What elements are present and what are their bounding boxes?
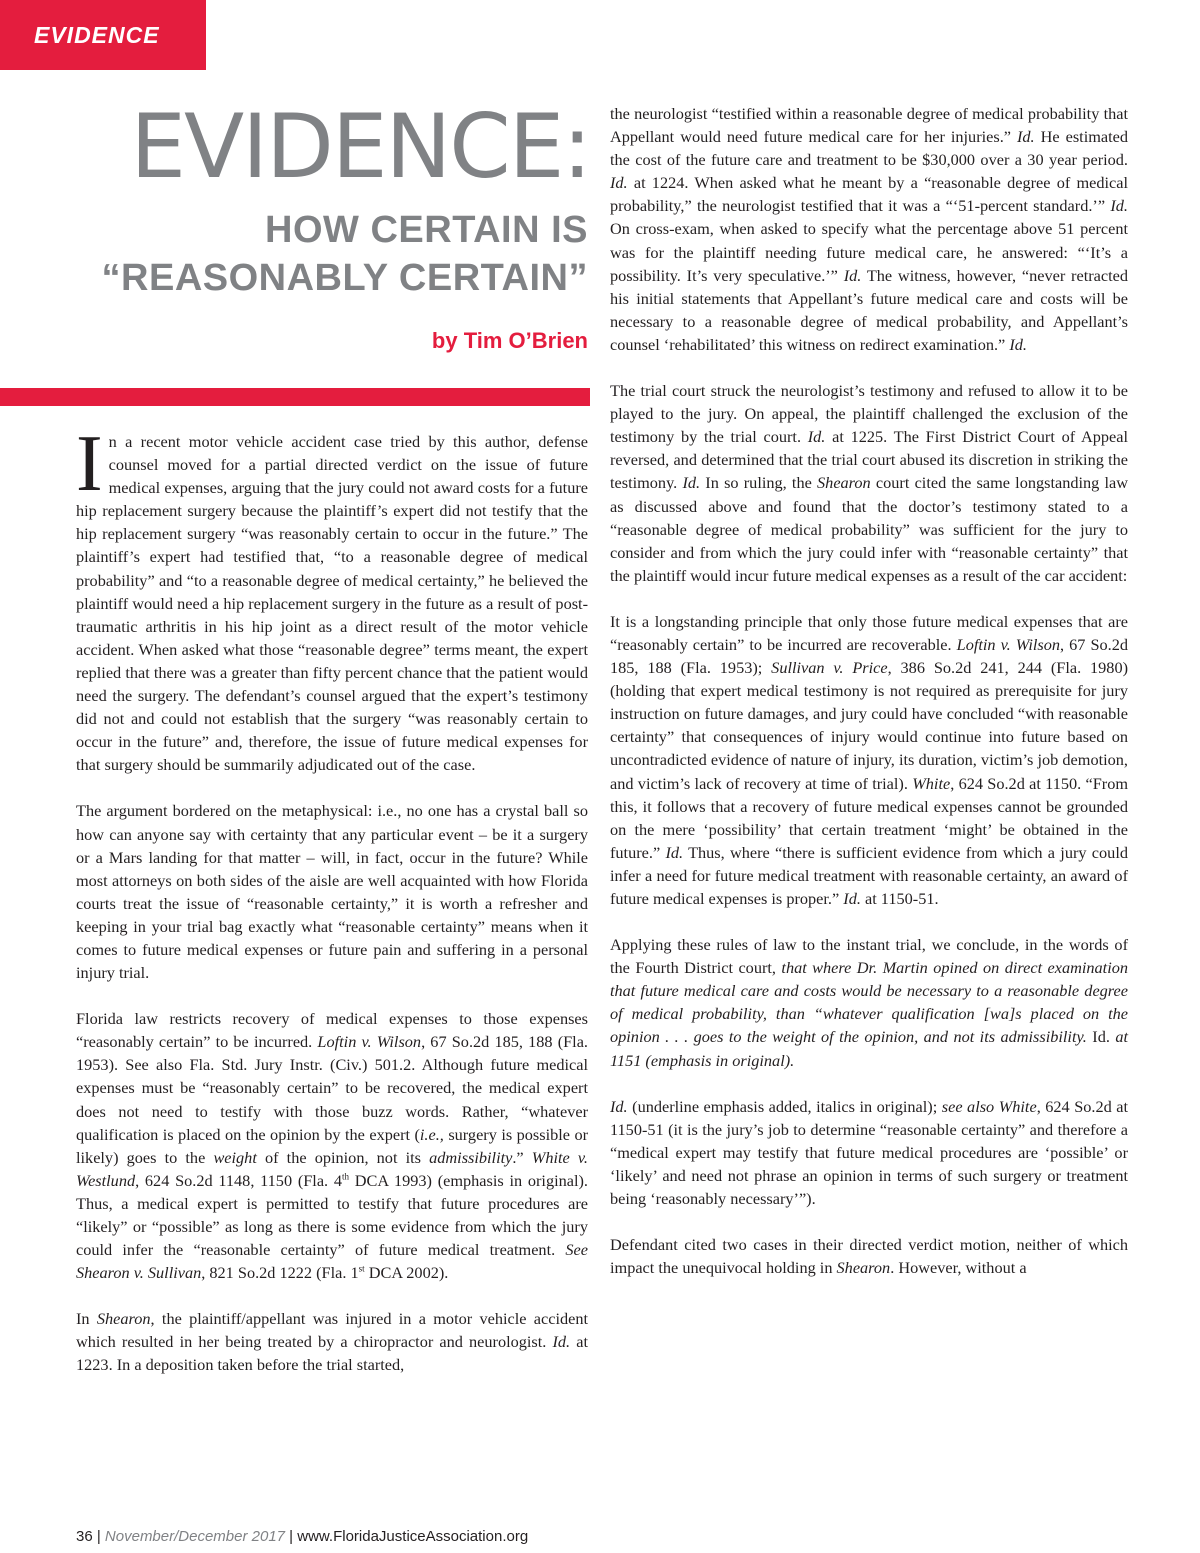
text-run: Thus, where “there is sufficient evidence from which a jury could infer a need for future medical treatment with reasonable certainty, an award of future medical expenses is proper.” xyxy=(610,842,1128,908)
text-run: The witness, however, “never retracted his initial statements that Appellant’s future medical care and costs will be necessary to a reasonable degree of medical probability, and Appellant’s counsel ‘rehabilitated’ this witness on redirect examination.” xyxy=(610,265,1128,354)
text-run: The trial court struck the neurologist’s testimony and refused to allow it to be played to the jury. On appeal, the plaintiff challenged the exclusion of the testimony by the trial court. xyxy=(610,381,1128,447)
paragraph-5 xyxy=(610,102,1128,356)
section-tab-label: EVIDENCE xyxy=(34,21,160,48)
italic-text: Id. xyxy=(807,427,826,447)
subhead-line-1: HOW CERTAIN IS xyxy=(265,209,588,251)
superscript: th xyxy=(342,1171,350,1182)
article-subhead xyxy=(40,206,588,302)
case-citation: Sullivan v. Price xyxy=(771,658,888,678)
italic-text: Id. xyxy=(665,842,684,862)
italic-text: Id. xyxy=(843,889,861,908)
text-run: It is a longstanding principle that only those future medical expenses that are “reasonably certain” to be incurred are recoverable. xyxy=(610,611,1128,654)
italic-text: at 1151 (emphasis in original). xyxy=(610,1027,1128,1070)
text-run: the neurologist “testified within a reasonable degree of medical probability that Appellant would need future medical care for her injuries.” xyxy=(610,104,1128,147)
section-tab xyxy=(0,0,206,70)
case-citation: White v. Westlund xyxy=(76,1147,588,1190)
text-run: , 624 So.2d at 1150-51 (it is the jury’s job to determine “reasonable certainty” and therefore a “medical expert may testify that future medical procedures are ‘possible’ or ‘likely’ and need not phrase an opinion in terms of such surgery or treatment being ‘reasonably necessary’”). xyxy=(610,1096,1128,1209)
text-run: at 1223. In a deposition taken before the trial started, xyxy=(76,1332,588,1375)
text-run: Id. xyxy=(1086,1027,1116,1047)
text-run: In xyxy=(76,1309,97,1329)
page-number: 36 xyxy=(76,1528,93,1545)
paragraph-3 xyxy=(76,1007,588,1284)
text-run: , 67 So.2d 185, 188 (Fla. 1953); xyxy=(610,634,1128,678)
footer-separator: | xyxy=(285,1528,298,1545)
text-run: Defendant cited two cases in their directed verdict motion, neither of which impact the unequivocal holding in xyxy=(610,1235,1128,1278)
text-run: of the opinion, not its xyxy=(256,1147,430,1167)
byline: by Tim O’Brien xyxy=(431,328,588,353)
paragraph-7 xyxy=(610,1095,1128,1210)
italic-text: Id. xyxy=(682,473,701,493)
italic-text: Id. xyxy=(843,265,862,285)
case-citation: Loftin v. Wilson xyxy=(956,634,1061,654)
italic-text: Id. xyxy=(552,1332,571,1352)
case-citation: see also White xyxy=(941,1096,1037,1116)
block-quote-1 xyxy=(610,610,1128,910)
italic-text: Id. xyxy=(1009,334,1027,354)
website-url: www.FloridaJusticeAssociation.org xyxy=(297,1528,529,1545)
text-run: at 1150-51. xyxy=(860,889,939,908)
text-run: , 821 So.2d 1222 (Fla. 1 xyxy=(201,1263,359,1283)
case-citation: Shearon xyxy=(836,1258,891,1278)
block-quote-2 xyxy=(610,933,1128,1072)
right-column xyxy=(610,102,1128,1302)
left-column xyxy=(76,420,589,1400)
drop-cap: I xyxy=(76,420,103,508)
italic-text: i.e., xyxy=(419,1124,444,1144)
text-run: surgery is possible or likely) goes to the xyxy=(76,1124,589,1167)
text-run: Applying these rules of law to the instant trial, we conclude, in the words of the Fourth District court, xyxy=(610,935,1128,978)
text-run: . However, without a xyxy=(890,1258,1027,1278)
text-run: , 386 So.2d 241, 244 (Fla. 1980) (holding that expert medical testimony is not required as prerequisite for jury instruction on future damages, and jury could have concluded “with reasonable certainty” that consequences of injury would continue into future based on uncontradicted evidence of nature of injury, its duration, victim’s job demotion, and victim’s lack of recovery at time of trial). xyxy=(610,658,1129,793)
text-run: In so ruling, the xyxy=(700,473,818,493)
italic-text: Id. xyxy=(1110,196,1128,216)
text-run: n a recent motor vehicle accident case tried by this author, defense counsel moved for a partial directed verdict on the issue of future medical expenses, arguing that the jury could not award costs for a future hip replacement surgery because the plaintiff’s expert did not testify that the hip replacement surgery “was reasonably certain to occur in the future.” The plaintiff’s expert had testified that, “to a reasonable degree of medical probability” and “to a reasonable degree of medical certainty,” he believed the plaintiff would need a hip replacement surgery in the future as a result of post-traumatic arthritis in his hip joint as a direct result of the motor vehicle accident. When asked what those “reasonable degree” terms meant, the expert replied that there was a greater than fifty percent chance that the patient would need the surgery. The defendant’s counsel argued that the expert’s testimony did not and could not establish that the surgery “was reasonably certain to occur in the future” and, therefore, the issue of future medical expenses for that surgery should be summarily adjudicated out of the case. xyxy=(76,432,588,775)
case-citation: Shearon xyxy=(817,473,871,493)
paragraph-2: The argument bordered on the metaphysical: i.e., no one has a crystal ball so how can anyone say with certainty that any particular event – be it a surgery or a Mars landing for that matter – will, in fact, occur in the future? While most attorneys on both sides of the aisle are well acquainted with how Florida courts treat the issue of “reasonable certainty,” it is worth a refresher and keeping in your trial bag exactly what “reasonable certainty” means when it comes to future medical expenses or future pain and suffering in a personal injury trial. xyxy=(76,801,588,983)
italic-text: weight xyxy=(213,1147,257,1167)
paragraph-8 xyxy=(610,1233,1128,1279)
italic-text: Id. xyxy=(610,173,628,193)
text-run: DCA 1993) (emphasis in original). Thus, a medical expert is permitted to testify that future procedures are “likely” or “possible” as long as there is some evidence from which the jury could infer the “reasonable certainty” of future medical treatment. xyxy=(76,1170,589,1260)
italic-text: admissibility xyxy=(429,1147,513,1167)
paragraph-6 xyxy=(610,379,1128,587)
case-citation: See Shearon v. Sullivan xyxy=(76,1240,588,1283)
issue-date: November/December 2017 xyxy=(104,1528,286,1545)
italic-text: Id. xyxy=(1017,127,1035,147)
text-run: On cross-exam, when asked to specify what the percentage above 51 percent was for the plaintiff needing future medical care, he answered: “‘It’s a possibility. It’s very speculative.’” xyxy=(610,219,1128,285)
text-run: DCA 2002). xyxy=(364,1263,449,1283)
red-divider-bar xyxy=(0,388,590,406)
text-run: , 624 So.2d at 1150. “From this, it follows that a recovery of future medical expenses cannot be grounded on the mere ‘possibility’ that certain treatment ‘might’ be obtained in the future.” xyxy=(610,773,1129,862)
case-citation: White xyxy=(912,773,951,793)
text-run: at 1224. When asked what he meant by a “reasonable degree of medical probability,” the neurologist testified that it was a “‘51-percent standard.’” xyxy=(610,173,1128,216)
case-citation: Shearon xyxy=(96,1309,151,1329)
text-run: Florida law restricts recovery of medical expenses to those expenses “reasonably certain” to be incurred. xyxy=(76,1009,588,1052)
subhead-line-2: “REASONABLY CERTAIN” xyxy=(101,257,588,299)
page-footer xyxy=(76,1528,676,1545)
text-run: (underline emphasis added, italics in original); xyxy=(627,1096,942,1116)
text-run: He estimated the cost of the future care and treatment to be $30,000 over a 30 year period. xyxy=(610,127,1129,170)
paragraph-1 xyxy=(76,420,588,776)
text-run: court cited the same longstanding law as discussed above and found that the doctor’s testimony stated to a “reasonable degree of medical probability” was sufficient for the jury to consider and from which the jury could infer with “reasonable certainty” that the plaintiff would incur future medical expenses as a result of the car accident: xyxy=(610,473,1129,585)
case-citation: Loftin v. Wilson xyxy=(317,1032,422,1052)
text-run: , the plaintiff/appellant was injured in a motor vehicle accident which resulted in her being treated by a chiropractor and neurologist. xyxy=(76,1309,588,1352)
footer-separator: | xyxy=(92,1528,105,1545)
article-headline: EVIDENCE: xyxy=(130,95,590,198)
text-run: , 67 So.2d 185, 188 (Fla. 1953). See also Fla. Std. Jury Instr. (Civ.) 501.2. Although future medical expenses must be “reasonably certain” to be recovered, the medical expert does not need to testify with those buzz words. Rather, “whatever qualification is placed on the opinion by the expert ( xyxy=(76,1032,588,1144)
paragraph-4 xyxy=(76,1307,588,1376)
text-run: .” xyxy=(512,1147,532,1167)
text-run: , 624 So.2d 1148, 1150 (Fla. 4 xyxy=(135,1170,343,1190)
italic-text: that where Dr. Martin opined on direct examination that future medical care and costs would be necessary to a reasonable degree of medical probability, than “whatever qualification [wa]s placed on the opinion . . . goes to the weight of the opinion, and not its admissibility. xyxy=(610,958,1129,1047)
text-run: at 1225. The First District Court of Appeal reversed, and determined that the trial court abused its discretion in striking the testimony. xyxy=(610,427,1128,493)
italic-text: Id. xyxy=(610,1096,628,1116)
superscript: st xyxy=(358,1263,365,1274)
